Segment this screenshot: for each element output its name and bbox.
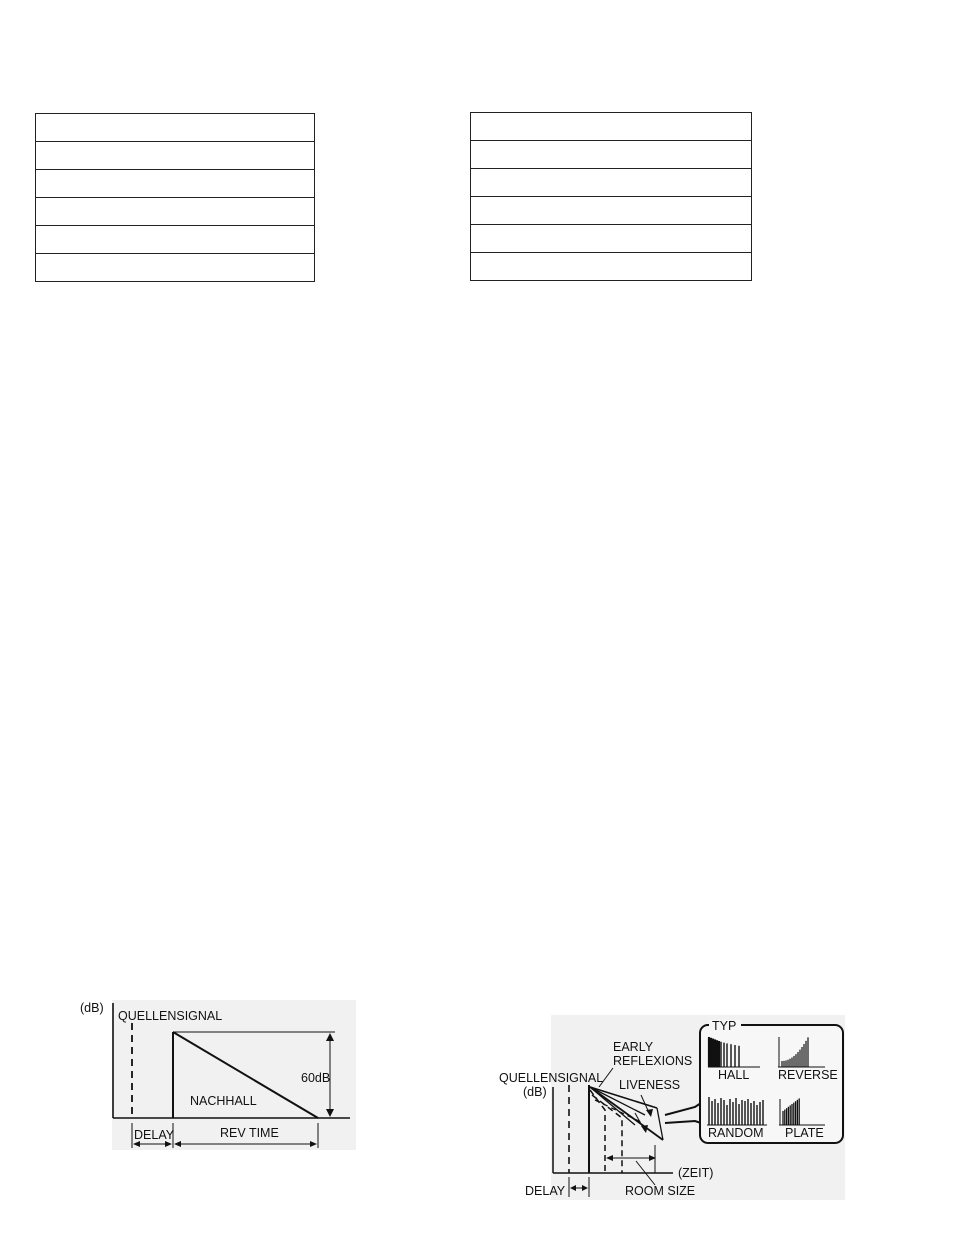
table-left-row xyxy=(36,226,315,254)
table-left-row xyxy=(36,170,315,198)
table-left-cell xyxy=(36,226,315,254)
table-left-row xyxy=(36,254,315,282)
table-left-cell xyxy=(36,142,315,170)
type-label-reverse: REVERSE xyxy=(778,1068,838,1082)
table-left-cell xyxy=(36,198,315,226)
source-signal-label: QUELLENSIGNAL xyxy=(118,1009,223,1023)
reflexions-label: REFLEXIONS xyxy=(613,1054,693,1068)
reverb-envelope-diagram xyxy=(80,995,370,1160)
time-axis-label: (ZEIT) xyxy=(678,1166,714,1180)
table-right-row xyxy=(471,141,752,169)
table-right xyxy=(470,112,752,281)
table-right-row xyxy=(471,253,752,281)
table-right-cell xyxy=(471,253,752,281)
level-label: 60dB xyxy=(301,1071,331,1085)
table-left-row xyxy=(36,198,315,226)
table-right-cell xyxy=(471,113,752,141)
liveness-label: LIVENESS xyxy=(619,1078,681,1092)
table-left-cell xyxy=(36,114,315,142)
table-right-row xyxy=(471,169,752,197)
table-right-cell xyxy=(471,169,752,197)
table-right-row xyxy=(471,197,752,225)
table-left-cell xyxy=(36,254,315,282)
type-box-title: TYP xyxy=(712,1019,737,1033)
table-left-row xyxy=(36,114,315,142)
type-label-hall: HALL xyxy=(718,1068,750,1082)
table-left-cell xyxy=(36,170,315,198)
y-axis-label: (dB) xyxy=(80,1001,104,1015)
table-right-row xyxy=(471,225,752,253)
type-label-random: RANDOM xyxy=(708,1126,764,1140)
table-right-cell xyxy=(471,225,752,253)
room-size-label: ROOM SIZE xyxy=(625,1184,696,1198)
source-signal-label: QUELLENSIGNAL xyxy=(499,1071,604,1085)
decay-label: NACHHALL xyxy=(190,1094,257,1108)
reverb-parameters-diagram xyxy=(495,1015,850,1205)
y-axis-label: (dB) xyxy=(523,1085,547,1099)
table-right-cell xyxy=(471,197,752,225)
table-left-row xyxy=(36,142,315,170)
delay-label: DELAY xyxy=(525,1184,566,1198)
rev-time-label: REV TIME xyxy=(220,1126,279,1140)
table-right-cell xyxy=(471,141,752,169)
table-left xyxy=(35,113,315,282)
delay-label: DELAY xyxy=(134,1128,175,1142)
type-label-plate: PLATE xyxy=(785,1126,824,1140)
table-right-row xyxy=(471,113,752,141)
early-label: EARLY xyxy=(613,1040,654,1054)
